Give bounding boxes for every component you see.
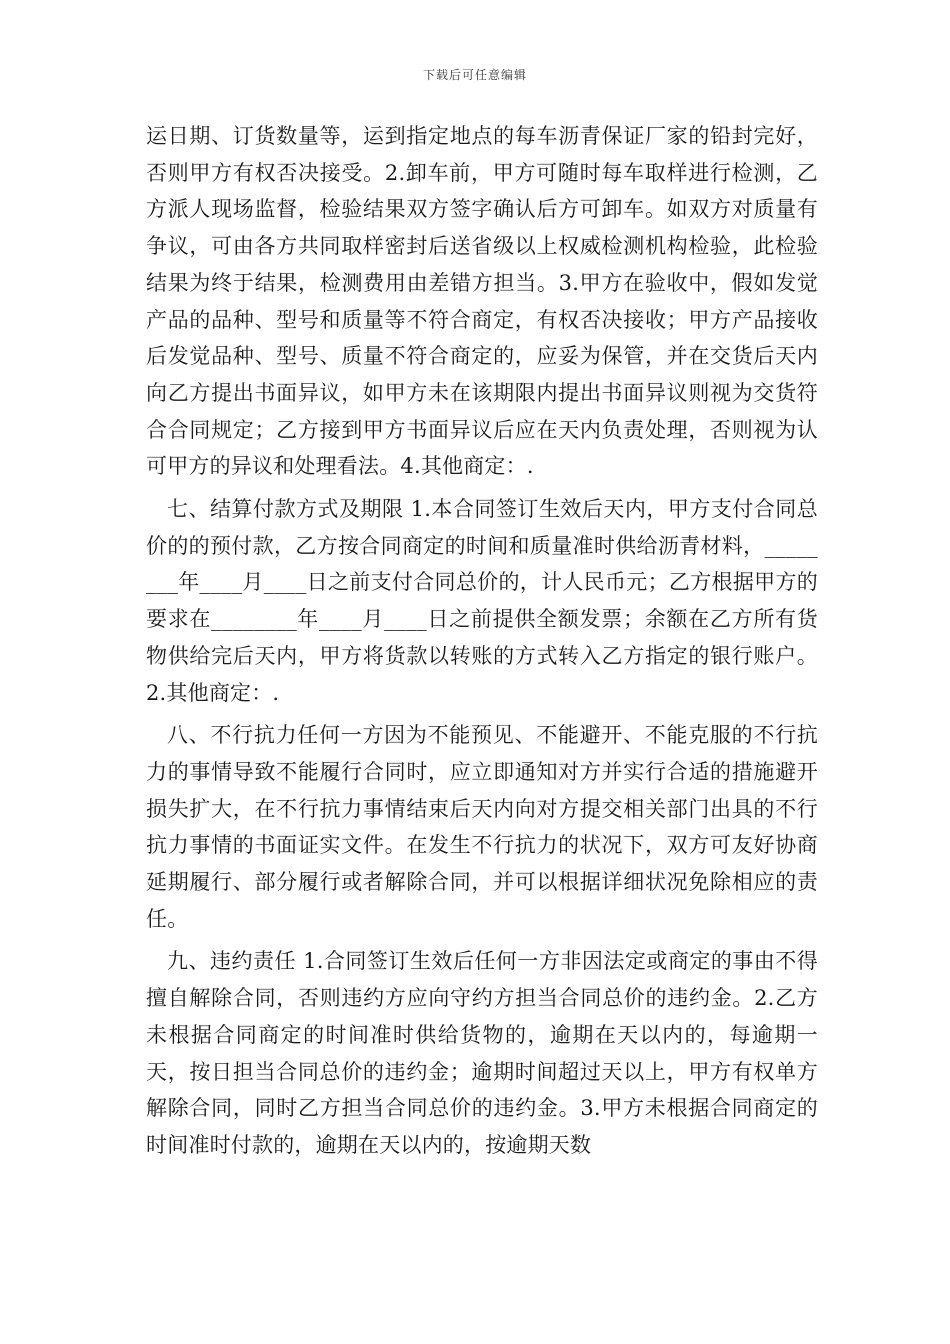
document-body <box>146 118 818 1164</box>
paragraph-inspection-clauses: 运日期、订货数量等，运到指定地点的每车沥青保证厂家的铅封完好，否则甲方有权否决接受。2.卸车前，甲方可随时每车取样进行检测，乙方派人现场监督，检验结果双方签字确认后方可卸车。如双方对质量有争议，可由各方共同取样密封后送省级以上权威检测机构检验，此检验结果为终于结果，检测费用由差错方担当。3.甲方在验收中，假如发觉产品的品种、型号和质量等不符合商定，有权否决接收；甲方产品接收后发觉品种、型号、质量不符合商定的，应妥为保管，并在交货后天内向乙方提出书面异议，如甲方未在该期限内提出书面异议则视为交货符合合同规定；乙方接到甲方书面异议后应在天内负责处理，否则视为认可甲方的异议和处理看法。4.其他商定：. <box>146 124 818 479</box>
paragraph-breach-liability: 九、违约责任 1.合同签订生效后任何一方非因法定或商定的事由不得擅自解除合同，否则违约方应向守约方担当合同总价的违约金。2.乙方未根据合同商定的时间准时供给货物的，逾期在天以内的，每逾期一天，按日担当合同总价的违约金；逾期时间超过天以上，甲方有权单方解除合同，同时乙方担当合同总价的违约金。3.甲方未根据合同商定的时间准时付款的，逾期在天以内的，按逾期天数 <box>146 949 818 1157</box>
page-header-note: 下载后可任意编辑 <box>422 68 527 82</box>
paragraph-force-majeure: 八、不行抗力任何一方因为不能预见、不能避开、不能克服的不行抗力的事情导致不能履行合同时，应立即通知对方并实行合适的措施避开损失扩大，在不行抗力事情结束后天内向对方提交相关部门出具的不行抗力事情的书面证实文件。在发生不行抗力的状况下，双方可友好协商延期履行、部分履行或者解除合同，并可以根据详细状况免除相应的责任。 <box>146 723 818 931</box>
paragraph-payment-terms: 七、结算付款方式及期限 1.本合同签订生效后天内，甲方支付合同总价的的预付款，乙方按合同商定的时间和质量准时供给沥青材料，________年____月____日之前支付合同总价的，计人民币元；乙方根据甲方的要求在________年____月____日之前提供全额发票；余额在乙方所有货物供给完后天内，甲方将货款以转账的方式转入乙方指定的银行账户。2.其他商定：. <box>146 497 818 705</box>
